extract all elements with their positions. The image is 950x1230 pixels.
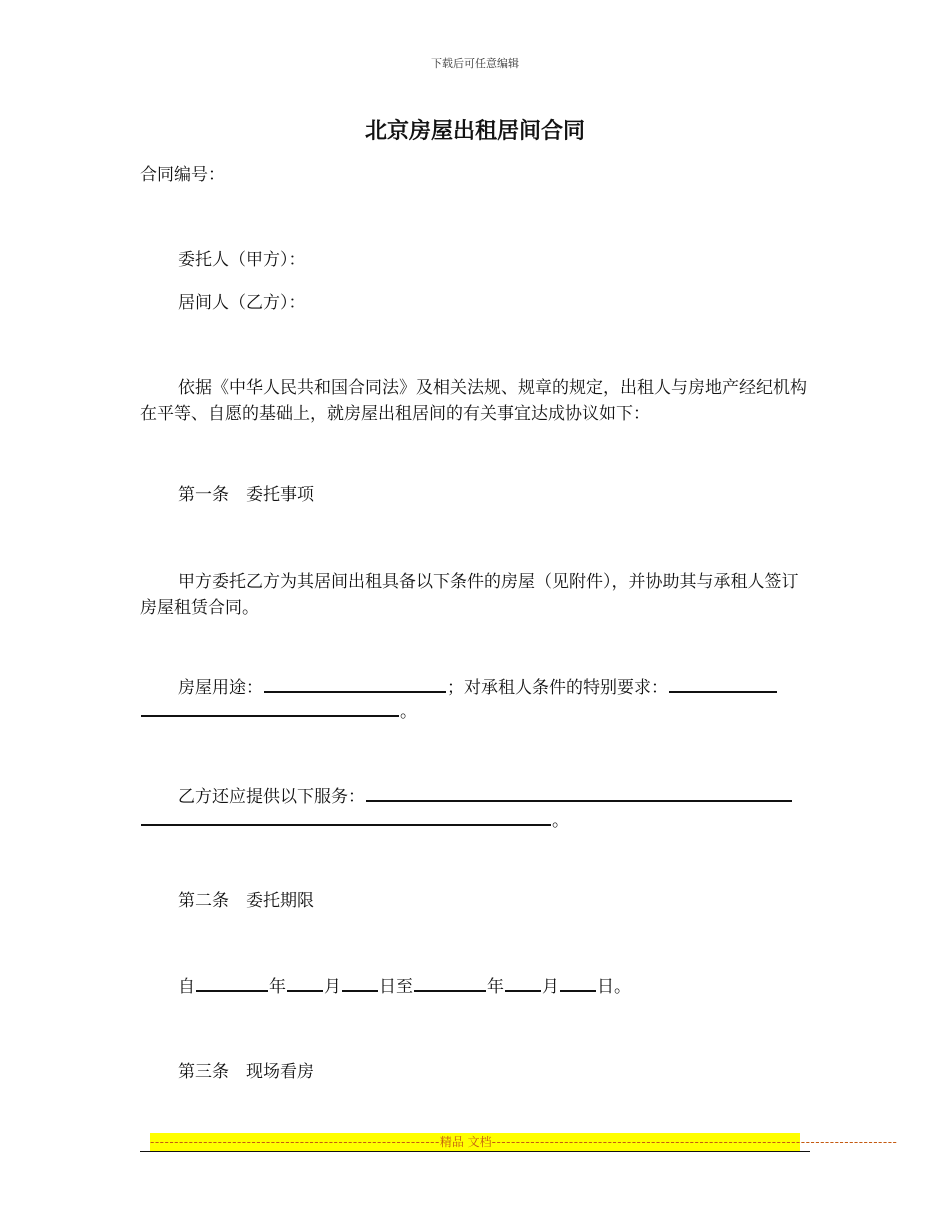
footer-banner: [150, 1133, 898, 1151]
article-2-heading: 第二条 委托期限: [178, 891, 314, 911]
footer-label: 精品 文档: [439, 1135, 492, 1149]
contract-number-label: 合同编号：: [140, 165, 225, 185]
start-year-blank[interactable]: [196, 976, 268, 992]
party-a-label: 委托人（甲方）：: [178, 250, 306, 270]
end-year-blank[interactable]: [414, 976, 486, 992]
services-label: 乙方还应提供以下服务：: [178, 787, 365, 807]
term-month-1: 月: [324, 977, 341, 997]
term-row: [178, 976, 631, 998]
start-day-blank[interactable]: [342, 976, 378, 992]
term-day-end: 日。: [597, 977, 631, 997]
services-row: [178, 786, 793, 808]
tenant-requirements-blank-continued[interactable]: [141, 701, 399, 717]
party-b-label: 居间人（乙方）：: [178, 293, 306, 313]
term-month-2: 月: [542, 977, 559, 997]
usage-row-continued: [140, 701, 417, 723]
article-3-heading: 第三条 现场看房: [178, 1062, 314, 1082]
footer-dashes-right: ------------------------------------------------------------------------------------: [491, 1135, 898, 1149]
intro-paragraph: 依据《中华人民共和国合同法》及相关法规、规章的规定，出租人与房地产经纪机构在平等、自愿的基础上，就房屋出租居间的有关事宜达成协议如下：: [140, 378, 807, 424]
end-day-blank[interactable]: [560, 976, 596, 992]
usage-label: 房屋用途：: [178, 678, 263, 698]
footer-rule: [140, 1151, 810, 1152]
usage-period: 。: [400, 702, 417, 722]
services-blank[interactable]: [366, 786, 792, 802]
article-1-body: 甲方委托乙方为其居间出租具备以下条件的房屋（见附件），并协助其与承租人签订房屋租赁合同。: [140, 572, 799, 618]
start-month-blank[interactable]: [287, 976, 323, 992]
end-month-blank[interactable]: [505, 976, 541, 992]
footer-dashes-left: ------------------------------------------------------------: [150, 1135, 440, 1149]
tenant-requirements-blank[interactable]: [669, 677, 777, 693]
usage-blank[interactable]: [264, 677, 446, 693]
services-row-continued: [140, 810, 569, 832]
term-year-2: 年: [487, 977, 504, 997]
usage-row: [178, 677, 778, 699]
term-day-to: 日至: [379, 977, 413, 997]
term-from: 自: [178, 977, 195, 997]
usage-separator: ；对承租人条件的特别要求：: [447, 678, 668, 698]
document-title: 北京房屋出租居间合同: [364, 118, 585, 144]
term-year-1: 年: [269, 977, 286, 997]
article-1-heading: 第一条 委托事项: [178, 485, 314, 505]
services-blank-continued[interactable]: [141, 810, 551, 826]
services-period: 。: [552, 811, 569, 831]
header-note: 下载后可任意编辑: [431, 57, 519, 70]
